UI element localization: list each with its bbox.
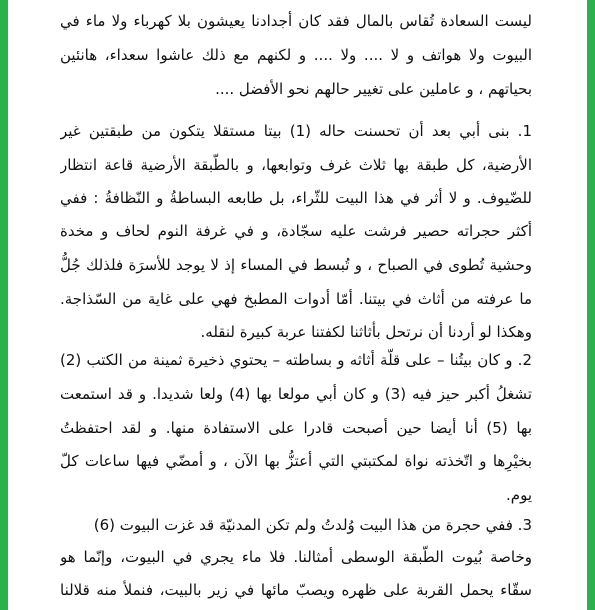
- text-line: وحشية تُطوى في الصباح ، و تُبسط في المساء إذ لا يوجد للأسرَة فلذلك جُلُّ: [60, 256, 532, 274]
- document-body: [60, 0, 532, 610]
- text-line: البيوت ولا هواتف و لا .... ولا .... و لكنهم مع ذلك عاشوا سعداء، هانئين: [60, 46, 532, 64]
- text-line: وهكذا لو أردنا أن نرتحل بأثاثنا لكفتنا عربة كبيرة لنقله.: [200, 323, 532, 341]
- right-border-bar: [587, 0, 595, 610]
- text-line: تشغلُ أكبر حيز فيه (3) و كان أبي مولعا بها (4) ولعا شديدا. و قد استمعت: [60, 385, 532, 403]
- text-line: بحياتهم ، و عاملين على تغيير حالهم نحو الأفضل ....: [215, 80, 532, 98]
- text-line: بخيْرِها و اتّخذته نواة لمكتبتي التي أعتزُّ بها الآن ، و أمضّي فيها ساعات كلّ: [60, 452, 532, 470]
- text-line: وخاصة بُيوت الطّبقة الوسطى أمثالنا. فلا ماء يجري في البيوت، وإنّما هو: [60, 548, 532, 566]
- text-line: يوم.: [506, 486, 532, 504]
- text-line: 3. ففي حجرة من هذا البيت وُلدتُ ولم تكن المدنيّة قد غزت البيوت (6): [93, 516, 532, 534]
- text-line: 2. و كان بيتُنا – على قلّة أثاثه و بساطته – يحتوي ذخيرة ثمينة من الكتب (2): [60, 351, 532, 369]
- text-line: ما عرفته من أثاث في بيتنا. أمّا أدوات المطبخ فهي على غاية من السّذاجة.: [60, 290, 532, 308]
- text-line: أكثر حجراته حصير فرشت عليه سجّادة، و في غرفة النوم لحاف و مخدة: [60, 222, 532, 240]
- text-line: 1. بنى أبي بعد أن تحسنت حاله (1) بيتا مستقلا يتكون من طبقتين غير: [60, 122, 532, 140]
- text-line: للضّيوف. و لا أثر في هذا البيت للثّراء، بل طابعه البساطةُ و النّظافةُ : ففي: [60, 189, 532, 207]
- text-line: الأرضية، كل طبقة بها ثلاث غرف وتوابعها، و بالطّبقة الأرضية قاعة انتظار: [60, 156, 532, 174]
- text-line: ليست السعادة تُقاس بالمال فقد كان أجدادنا يعيشون بلا كهرباء ولا ماء في: [60, 12, 532, 30]
- text-line: سقّاء يحمل القربة على ظهره ويصبّ مائها في زير بالبيت، فنملأ منه قلالنا: [60, 581, 532, 599]
- text-line: بها (5) أنا أيضا حين أصبحت قادرا على الاستفادة منها. و لقد احتفظتُ: [60, 419, 532, 437]
- left-border-bar: [0, 0, 8, 610]
